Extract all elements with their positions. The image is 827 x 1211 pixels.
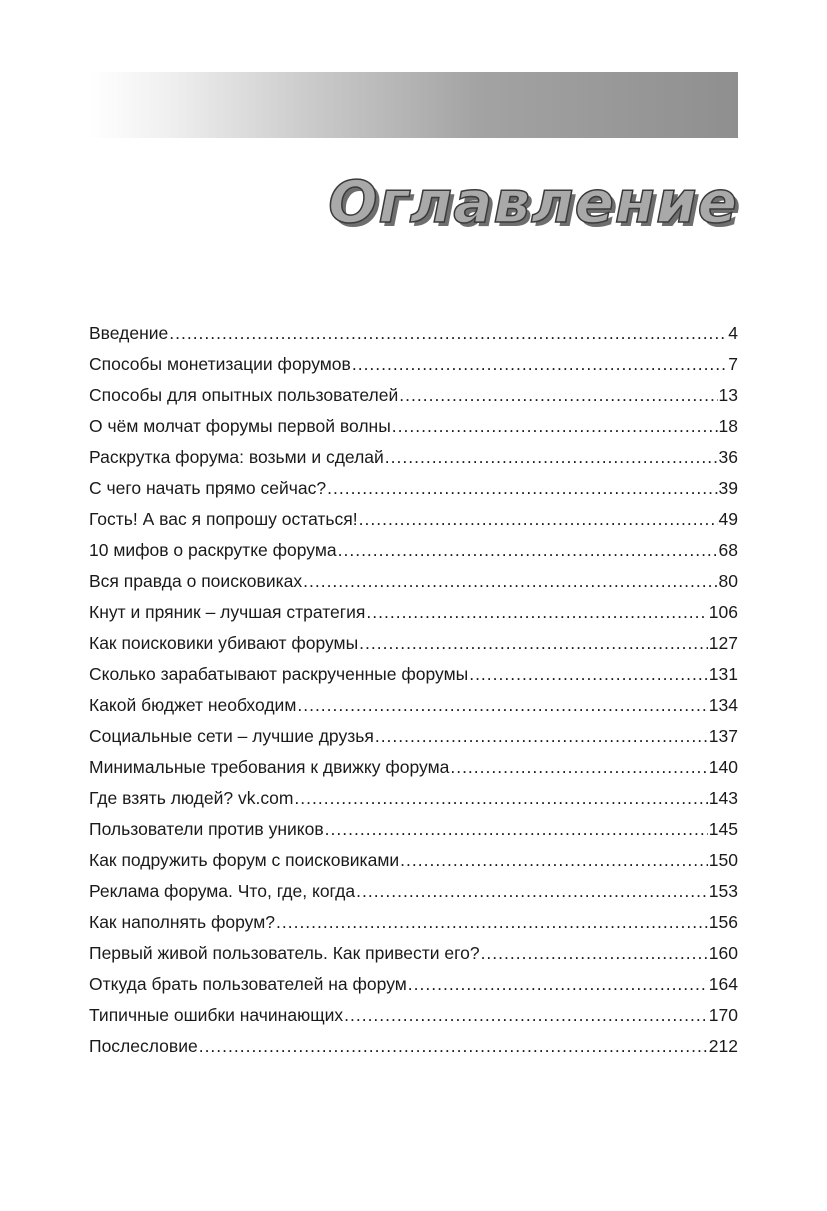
toc-entry-title: Способы монетизации форумов — [89, 354, 351, 374]
toc-entry[interactable] — [89, 597, 738, 628]
toc-entry-title: Откуда брать пользователей на форум — [89, 974, 407, 994]
toc-entry[interactable] — [89, 938, 738, 969]
toc-entry-page-number: 156 — [708, 912, 738, 932]
toc-entry-page-number: 164 — [708, 974, 738, 994]
toc-entry-page-number: 18 — [718, 416, 738, 436]
dot-leader — [359, 504, 718, 535]
toc-entry-title: Где взять людей? vk.com — [89, 788, 294, 808]
dot-leader — [356, 876, 708, 907]
toc-entry-page-number: 36 — [718, 447, 738, 467]
dot-leader — [327, 473, 717, 504]
toc-entry-title: Пользователи против уников — [89, 819, 324, 839]
toc-entry-page-number: 106 — [708, 602, 738, 622]
toc-entry-page-number: 4 — [728, 323, 738, 343]
dot-leader — [392, 411, 718, 442]
toc-entry-page-number: 80 — [718, 571, 738, 591]
toc-entry-page-number: 160 — [708, 943, 738, 963]
dot-leader — [352, 349, 727, 380]
toc-entry-title: Послесловие — [89, 1036, 198, 1056]
toc-entry-page-number: 143 — [708, 788, 738, 808]
toc-entry[interactable] — [89, 1031, 738, 1062]
toc-entry-title: Введение — [89, 323, 169, 343]
toc-entry[interactable] — [89, 442, 738, 473]
page-title: Оглавление — [328, 168, 738, 236]
dot-leader — [276, 907, 708, 938]
toc-entry-title: Способы для опытных пользователей — [89, 385, 399, 405]
toc-entry-title: Вся правда о поисковиках — [89, 571, 303, 591]
dot-leader — [294, 783, 707, 814]
dot-leader — [199, 1031, 708, 1062]
toc-entry[interactable] — [89, 535, 738, 566]
toc-entry-page-number: 137 — [708, 726, 738, 746]
toc-entry[interactable] — [89, 907, 738, 938]
dot-leader — [344, 1000, 708, 1031]
table-of-contents — [89, 318, 738, 1062]
dot-leader — [297, 690, 707, 721]
toc-entry-title: Раскрутка форума: возьми и сделай — [89, 447, 384, 467]
toc-entry-title: С чего начать прямо сейчас? — [89, 478, 327, 498]
dot-leader — [481, 938, 708, 969]
toc-entry-page-number: 145 — [708, 819, 738, 839]
dot-leader — [303, 566, 717, 597]
toc-entry[interactable] — [89, 783, 738, 814]
toc-entry-title: Реклама форума. Что, где, когда — [89, 881, 356, 901]
toc-entry-title: Гость! А вас я попрошу остаться! — [89, 509, 358, 529]
toc-entry-title: Как наполнять форум? — [89, 912, 275, 932]
toc-entry[interactable] — [89, 566, 738, 597]
toc-entry[interactable] — [89, 721, 738, 752]
toc-entry[interactable] — [89, 318, 738, 349]
dot-leader — [400, 845, 708, 876]
header-gradient-bar — [89, 72, 738, 138]
toc-entry-title: 10 мифов о раскрутке форума — [89, 540, 337, 560]
toc-entry-page-number: 131 — [708, 664, 738, 684]
toc-entry-page-number: 68 — [718, 540, 738, 560]
dot-leader — [469, 659, 708, 690]
toc-entry-page-number: 13 — [718, 385, 738, 405]
toc-entry-page-number: 49 — [718, 509, 738, 529]
toc-entry[interactable] — [89, 690, 738, 721]
toc-entry-page-number: 212 — [708, 1036, 738, 1056]
toc-entry[interactable] — [89, 845, 738, 876]
dot-leader — [450, 752, 707, 783]
dot-leader — [366, 597, 707, 628]
dot-leader — [399, 380, 717, 411]
toc-entry-title: Сколько зарабатывают раскрученные форумы — [89, 664, 469, 684]
toc-entry-title: Минимальные требования к движку форума — [89, 757, 450, 777]
toc-entry[interactable] — [89, 969, 738, 1000]
toc-entry-page-number: 134 — [708, 695, 738, 715]
toc-entry-title: Как подружить форум с поисковиками — [89, 850, 400, 870]
toc-entry-title: Как поисковики убивают форумы — [89, 633, 359, 653]
toc-entry[interactable] — [89, 814, 738, 845]
toc-entry-page-number: 7 — [728, 354, 738, 374]
dot-leader — [325, 814, 708, 845]
toc-entry-page-number: 140 — [708, 757, 738, 777]
dot-leader — [375, 721, 708, 752]
toc-entry[interactable] — [89, 628, 738, 659]
dot-leader — [408, 969, 708, 1000]
toc-entry[interactable] — [89, 411, 738, 442]
toc-entry[interactable] — [89, 380, 738, 411]
toc-entry[interactable] — [89, 752, 738, 783]
toc-entry-title: Типичные ошибки начинающих — [89, 1005, 344, 1025]
toc-entry-page-number: 153 — [708, 881, 738, 901]
toc-entry-title: Социальные сети – лучшие друзья — [89, 726, 374, 746]
dot-leader — [385, 442, 718, 473]
toc-entry[interactable] — [89, 1000, 738, 1031]
dot-leader — [338, 535, 718, 566]
toc-entry-page-number: 150 — [708, 850, 738, 870]
toc-entry-page-number: 170 — [708, 1005, 738, 1025]
toc-entry-page-number: 127 — [708, 633, 738, 653]
dot-leader — [169, 318, 727, 349]
toc-entry[interactable] — [89, 473, 738, 504]
toc-entry[interactable] — [89, 349, 738, 380]
toc-entry[interactable] — [89, 659, 738, 690]
dot-leader — [359, 628, 708, 659]
toc-entry[interactable] — [89, 876, 738, 907]
toc-entry-title: Кнут и пряник – лучшая стратегия — [89, 602, 366, 622]
toc-entry-title: О чём молчат форумы первой волны — [89, 416, 391, 436]
toc-entry-page-number: 39 — [718, 478, 738, 498]
toc-entry-title: Какой бюджет необходим — [89, 695, 297, 715]
toc-entry[interactable] — [89, 504, 738, 535]
toc-entry-title: Первый живой пользователь. Как привести его? — [89, 943, 480, 963]
